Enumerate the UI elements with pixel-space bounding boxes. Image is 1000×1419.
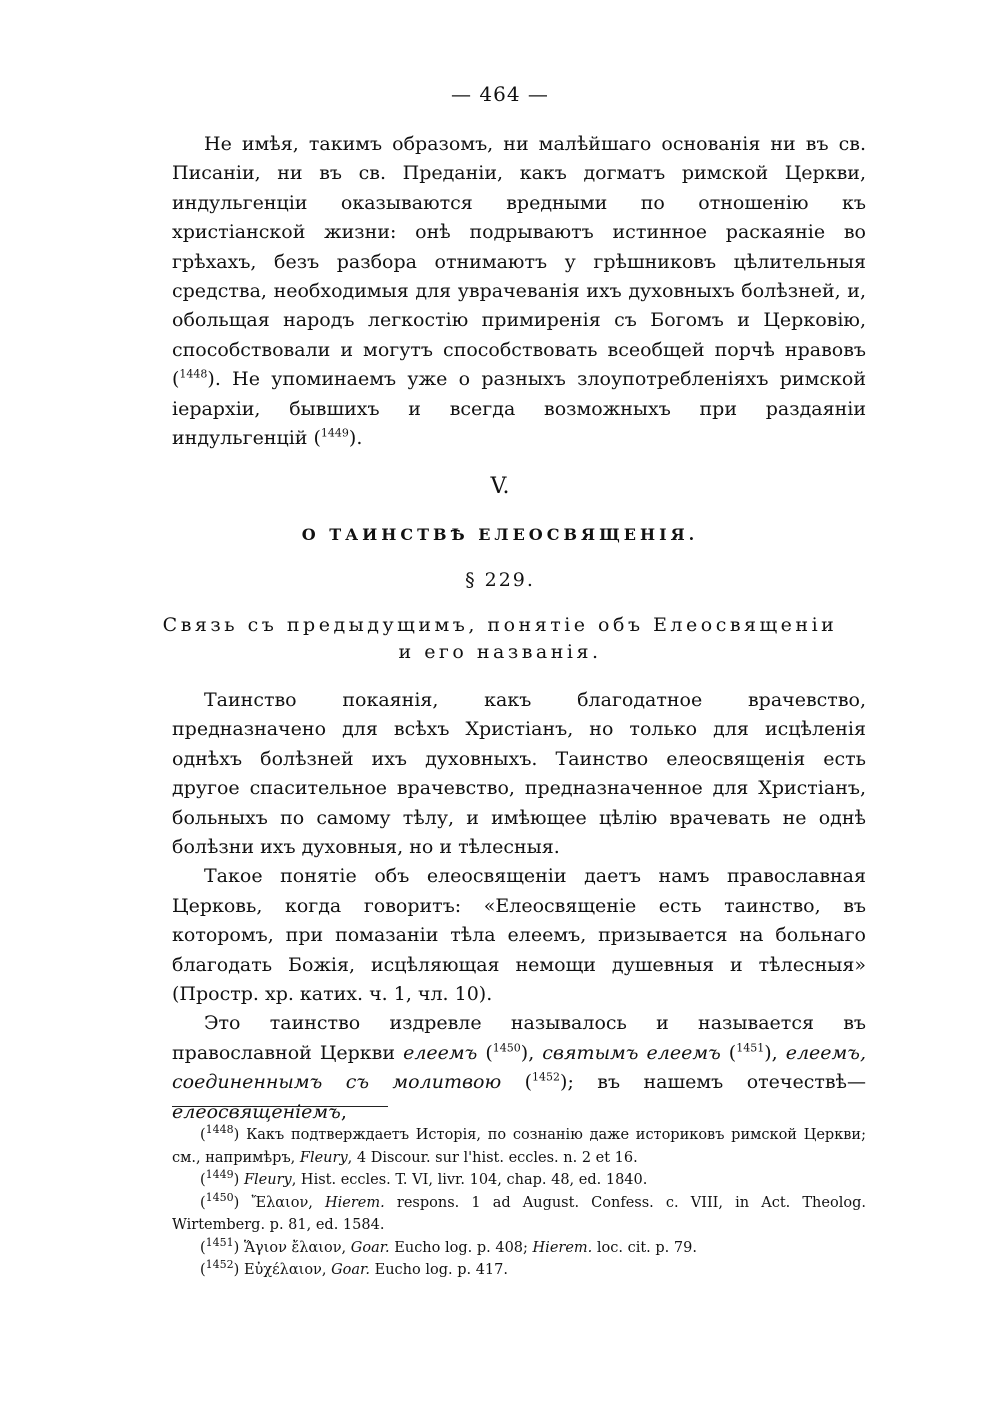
footnote-divider xyxy=(172,1106,388,1107)
section-roman-numeral: V. xyxy=(490,474,510,499)
footnote-text: Какъ подтверждаетъ Исторія, по сознанію даже историковъ римской Церкви; см., напримѣръ, xyxy=(172,1127,866,1166)
page-number: — 464 — xyxy=(451,82,549,106)
main-paragraph: Таинство покаянія, какъ благодатное врачевство, предназначено для всѣхъ Христіанъ, но только для исцѣленія однѣхъ болѣзней ихъ духовныхъ. Таинство елеосвященія есть другое спасительное врачевство, предназначенное для Христіанъ, больныхъ по самому тѣлу, и имѣющее цѣлію врачевать не однѣ болѣзни ихъ духовныя, но и тѣлесныя. xyxy=(172,689,866,859)
heading-line: Связь съ предыдущимъ, понятіе объ Елеосвященіи xyxy=(162,614,838,636)
italic-term: елеемъ, соединеннымъ съ молитвою xyxy=(172,1041,866,1094)
footnote-text: respons. 1 ad August. Confess. c. VIII, in Act. Theolog. Wirtemberg. p. 81, ed. 1584. xyxy=(172,1194,866,1233)
footnote-number: 1449 xyxy=(205,1168,234,1182)
footnote: ($^{1451}$) Ἅγιον ἔλαιον, Goar. Euchо log. p. 408; Hierem. loc. cit. p. 79. xyxy=(200,1235,697,1256)
footnote-text: , 4 Discour. sur l'hist. eccles. n. 2 et 16. xyxy=(347,1149,638,1166)
footnote-number: 1448 xyxy=(205,1123,234,1137)
footnote-author: Goar. xyxy=(350,1239,390,1256)
footnote-ref: 1448 xyxy=(179,367,208,381)
footnote-text: Εὐχέλαιον, xyxy=(243,1262,332,1278)
italic-term: елеосвященіемъ xyxy=(172,1100,341,1123)
footnote-ref: 1451 xyxy=(736,1041,765,1055)
footnote-number: 1450 xyxy=(205,1190,234,1204)
footnote-ref: 1450 xyxy=(492,1041,521,1055)
heading-line: и его названія. xyxy=(398,641,602,663)
footnote-author: Hierem. xyxy=(532,1239,593,1256)
text-run: ; въ нашемъ отечествѣ— xyxy=(567,1071,866,1094)
paragraph-number: § 229. xyxy=(465,569,535,591)
intro-paragraph xyxy=(172,130,866,453)
footnote-text: Ἔλαιον, xyxy=(251,1194,326,1211)
footnote-text: Ἅγιον ἔλαιον, xyxy=(243,1239,351,1256)
footnote: ($^{1448}$) Какъ подтверждаетъ Исторія, по сознанію даже историковъ римской Церкви; см., напримѣръ, Fleury, 4 Discour. sur l'hist. eccles. n. 2 et 16. xyxy=(172,1123,866,1166)
footnote-text: , Hist. eccles. T. VI, livr. 104, chap. 48, ed. 1840. xyxy=(291,1172,648,1188)
footnote-author: Fleury xyxy=(299,1149,348,1166)
footnote-ref: 1449 xyxy=(320,426,349,440)
footnote-author: Fleury xyxy=(243,1172,292,1188)
footnote: ($^{1449}$) Fleury, Hist. eccles. T. VI, livr. 104, chap. 48, ed. 1840. xyxy=(200,1168,648,1188)
text-run: ). xyxy=(348,427,363,450)
main-paragraph: Это таинство издревле называлось и называется въ православной Церкви елеемъ ($^{1450}$), святымъ елеемъ ($^{1451}$), елеемъ, соединеннымъ съ молитвою ($^{1452}$); въ нашемъ отечествѣ—елеосвященіемъ, xyxy=(172,1012,866,1123)
footnote-author: Hierem. xyxy=(325,1194,385,1211)
main-text xyxy=(172,686,866,1127)
footnote-ref: 1452 xyxy=(532,1070,561,1084)
text-run: , xyxy=(340,1100,347,1123)
italic-term: елеемъ xyxy=(403,1041,478,1064)
text-run: , xyxy=(771,1041,786,1064)
italic-term: святымъ елеемъ xyxy=(542,1041,721,1064)
footnote-text: loc. cit. p. 79. xyxy=(592,1239,697,1256)
text-run: , xyxy=(528,1041,543,1064)
chapter-title: О ТАИНСТВѢ ЕЛЕОСВЯЩЕНІЯ. xyxy=(301,525,699,544)
footnotes xyxy=(172,1124,866,1282)
text-run: Не имѣя, такимъ образомъ, ни малѣйшаго основанія ни въ св. Писаніи, ни въ св. Преданіи, какъ догматъ римской Церкви, индульгенціи оказываются вредными по отношенію къ христіанской жизни: онѣ подрываютъ истинное раскаяніе во грѣхахъ, безъ разбора отнимаютъ у грѣшниковъ цѣлительныя средства, необходимыя для уврачеванія ихъ духовныхъ болѣзней, и, обольщая народъ легкостію примиренія съ Богомъ и Церковію, способствовали и могутъ способствовать всеобщей порчѣ нравовъ ( xyxy=(172,133,866,391)
footnote-text: Euchо log. p. 417. xyxy=(370,1262,508,1278)
main-paragraph: Такое понятіе объ елеосвященіи даетъ намъ православная Церковь, когда говоритъ: «Елеосвященіе есть таинство, въ которомъ, при помазаніи тѣла елеемъ, призывается на больнаго благодать Божія, исцѣляющая немощи душевныя и тѣлесныя» (Простр. хр. катих. ч. 1, чл. 10). xyxy=(172,865,866,1006)
section-heading xyxy=(0,612,1000,666)
footnote-number: 1451 xyxy=(205,1235,234,1249)
footnote: ($^{1450}$) Ἔλαιον, Hierem. respons. 1 ad August. Confess. c. VIII, in Act. Theolog. Wirtemberg. p. 81, ed. 1584. xyxy=(172,1190,866,1233)
footnote-text: Euchо log. p. 408; xyxy=(389,1239,533,1256)
footnote-author: Goar. xyxy=(331,1262,370,1278)
text-run: ). Не упоминаемъ уже о разныхъ злоупотребленіяхъ римской іерархіи, бывшихъ и всегда возможныхъ при раздаяніи индульгенцій ( xyxy=(172,368,866,450)
intro-text xyxy=(172,130,866,453)
footnote-number: 1452 xyxy=(205,1258,234,1272)
footnote: ($^{1452}$) Εὐχέλαιον, Goar. Euchо log. p. 417. xyxy=(200,1258,508,1278)
text-run: Это таинство издревле называлось и называется въ православной Церкви xyxy=(172,1012,866,1064)
